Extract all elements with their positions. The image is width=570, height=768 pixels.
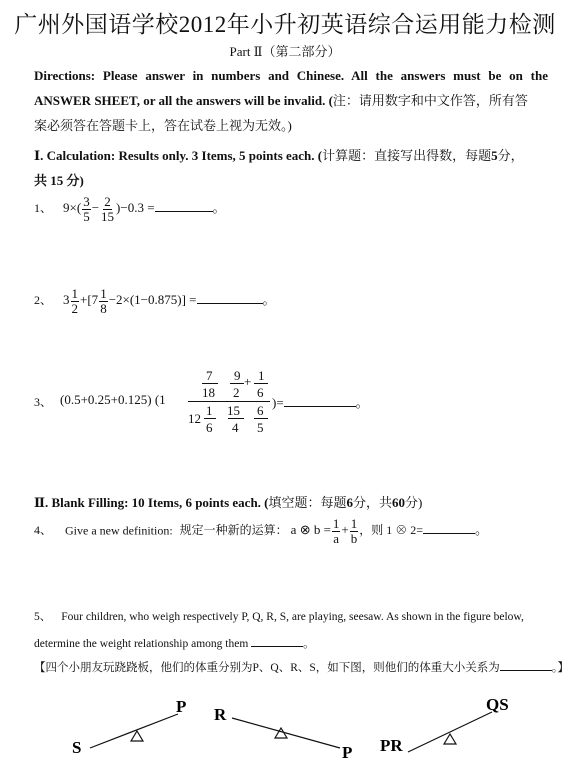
q2-rest: −2×(1−0.875)] = (108, 292, 197, 308)
q3-end: 。 (355, 395, 369, 410)
q5-cn-answer-blank[interactable] (500, 670, 552, 671)
q3-bot-c: 5 (257, 420, 264, 435)
q4-fraction-2 (350, 517, 359, 546)
section2-cn3: 分) (405, 495, 423, 510)
question-3 (34, 368, 554, 436)
q2-fraction-1 (71, 287, 80, 316)
seesaw-3-fulcrum (444, 734, 456, 744)
question-1 (34, 195, 226, 224)
q3-top-b: 9 (234, 368, 241, 383)
section1-cn2: 分， (497, 148, 524, 163)
section2-total: 60 (392, 495, 406, 510)
q2-fraction-2 (99, 287, 108, 316)
q3-bar-a (202, 383, 218, 384)
q4-fraction-1 (332, 517, 341, 546)
q4-definition (290, 516, 489, 546)
section1-heading (34, 143, 548, 193)
section2-cn2: 分，共 (353, 495, 393, 510)
q4-cn: 规定一种新的运算： (179, 523, 288, 538)
q1-expression (63, 194, 226, 224)
directions-line1: Directions: Please answer in numbers and Chinese. All the answers must be on the (34, 68, 548, 83)
q1-f2-den: 15 (101, 209, 115, 224)
q1-fraction-1 (82, 195, 91, 224)
q2-plus: +[7 (80, 292, 99, 308)
q4-f1-den: a (333, 531, 340, 546)
seesaw-2-high-label: R (214, 705, 227, 724)
seesaw-3-low-label: PR (380, 736, 403, 755)
seesaw-3-plank (408, 712, 492, 752)
part-label: Part Ⅱ（第二部分） (229, 44, 341, 59)
q3-close (272, 392, 369, 411)
q2-whole-1: 3 (63, 292, 70, 308)
q5-line2-row (34, 635, 315, 651)
section1-title: Ⅰ. Calculation: Results only. 3 Items, 5 points each. ( (34, 148, 323, 163)
q2-expression (63, 286, 276, 316)
q1-answer-blank[interactable] (155, 211, 213, 212)
q4-text: Give a new definition: (65, 523, 173, 538)
q1-f1-den: 5 (83, 209, 90, 224)
q3-low-bar-c (254, 418, 268, 419)
q3-low-whole: 12 (188, 411, 201, 426)
section2-cn: 填空题：每题 (268, 495, 347, 510)
section2-points: 6 (346, 495, 354, 510)
q2-f2-den: 8 (100, 301, 107, 316)
q3-low-b: 15 (227, 403, 240, 418)
q4-tail: ，则 1 ⊗ 2= (359, 523, 424, 538)
q3-low-bar-a (204, 418, 216, 419)
q5-line2-end: 。 (303, 638, 315, 650)
q1-number: 1、 (34, 201, 53, 216)
q4-answer-blank[interactable] (423, 533, 475, 534)
q5-number: 5、 (34, 611, 52, 623)
section1-points: 5 (491, 148, 498, 163)
q5-line1: Four children, who weigh respectively P, Q, R, S, are playing, seesaw. As shown in the figure below, (61, 611, 524, 623)
section1-total: 共 15 分) (34, 173, 84, 188)
q1-f1-num: 3 (83, 194, 90, 209)
q1-minus: − (91, 200, 100, 216)
q3-low-c: 6 (257, 403, 264, 418)
q5-cn-line: 【四个小朋友玩跷跷板，他们的体重分别为P、Q、R、S，如下图，则他们的体重大小关系为 (34, 662, 500, 674)
q3-bot-a: 6 (206, 420, 213, 435)
q3-mid-c: 6 (257, 385, 264, 400)
q3-bot-b: 4 (232, 420, 239, 435)
q2-answer-blank[interactable] (197, 303, 263, 304)
q5-line2: determine the weight relationship among them (34, 638, 249, 650)
q4-plus: + (341, 522, 349, 538)
seesaw-1-low-label: S (72, 738, 82, 757)
q1-f2-num: 2 (104, 194, 111, 209)
q5-answer-blank[interactable] (251, 646, 303, 647)
q3-low-num: 1 (206, 403, 213, 418)
question-2 (34, 287, 276, 316)
seesaw-figure (0, 690, 570, 768)
q4-number: 4、 (34, 523, 53, 538)
section1-cn: 计算题：直接写出得数，每题 (322, 148, 492, 163)
q4-f1-num: 1 (332, 516, 340, 531)
q3-answer-blank[interactable] (284, 406, 356, 407)
q4-f2-num: 1 (350, 516, 358, 531)
q3-top-a: 7 (206, 368, 213, 383)
q3-expression-pre: (0.5+0.25+0.125) (1 (60, 392, 166, 407)
q3-top-plus: + (244, 374, 252, 389)
directions-line2: ANSWER SHEET, or all the answers will be invalid. ( (34, 93, 333, 108)
q5-cn-row (34, 659, 569, 675)
q1-fraction-2 (100, 195, 115, 224)
q4-end: 。 (475, 522, 489, 538)
q1-expr-pre: 9×( (63, 200, 82, 216)
seesaw-1-high-label: P (176, 697, 187, 716)
directions (34, 63, 548, 138)
q2-f1-num: 1 (71, 286, 79, 301)
question-5 (34, 608, 524, 624)
q2-number: 2、 (34, 293, 53, 308)
q4-f2-den: b (350, 531, 358, 546)
q3-complex-fraction (186, 368, 274, 436)
q3-top-c: 1 (258, 368, 265, 383)
q2-f2-num: 1 (100, 286, 107, 301)
q3-bar-b (230, 383, 244, 384)
q2-f1-den: 2 (71, 301, 79, 316)
q3-mid-b: 2 (233, 385, 240, 400)
q3-mid-a: 18 (202, 385, 215, 400)
directions-line2-cn: 注：请用数字和中文作答，所有答 (332, 93, 528, 108)
seesaw-2-low-label: P (342, 743, 353, 762)
seesaw-2-plank (232, 718, 340, 748)
q2-end: 。 (262, 292, 276, 308)
q4-def-pre: a ⊗ b = (290, 522, 331, 538)
seesaw-1-fulcrum (131, 731, 143, 741)
q3-main-bar (188, 401, 270, 402)
directions-line3: 案必须答在答题卡上，答在试卷上视为无效。) (34, 118, 292, 133)
seesaw-1-plank (90, 714, 178, 748)
section2-heading (34, 490, 548, 515)
section2-title: Ⅱ. Blank Filling: 10 Items, 6 points each. ( (34, 495, 269, 510)
q3-number: 3、 (34, 395, 53, 409)
page-title: 广州外国语学校2012年小升初英语综合运用能力检测 (14, 12, 556, 37)
question-4 (34, 517, 488, 546)
q3-low-bar-b (228, 418, 244, 419)
q1-end: 。 (212, 200, 226, 216)
seesaw-3-high-label: QS (486, 695, 509, 714)
q3-bar-c (254, 383, 268, 384)
q3-close-text: )= (272, 395, 284, 410)
q5-cn-end: 。】 (551, 662, 570, 674)
q1-expr-post: )−0.3 = (116, 200, 155, 216)
